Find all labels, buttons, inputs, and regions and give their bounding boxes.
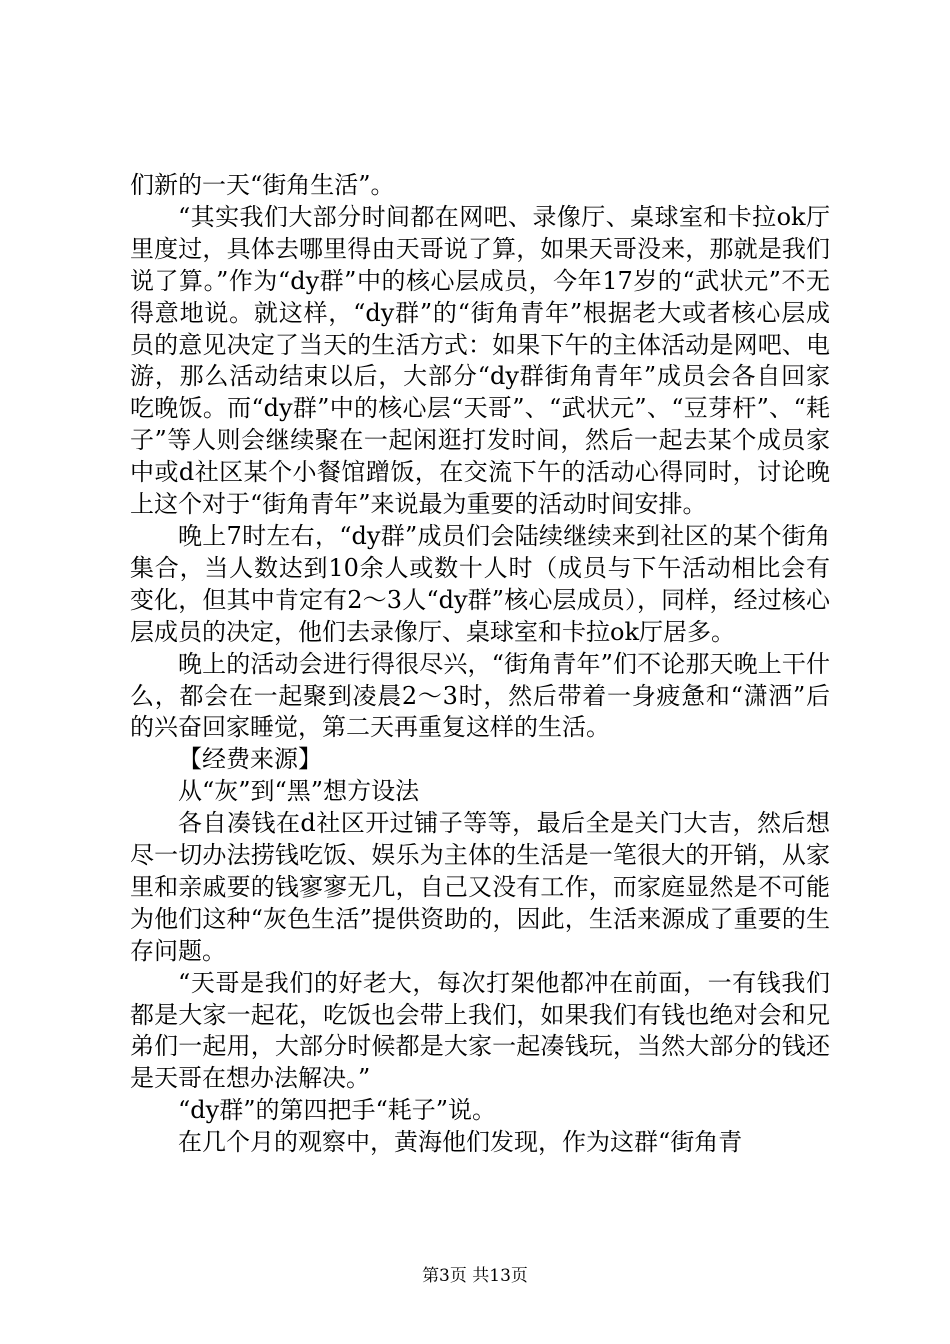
- page-footer: [0, 1266, 950, 1286]
- paragraph-4: 晚上的活动会进行得很尽兴，“街角青年”们不论那天晚上干什么，都会在一起聚到凌晨2～3时，然后带着一身疲惫和“潇洒”后的兴奋回家睡觉，第二天再重复这样的生活。: [130, 649, 830, 742]
- paragraph-1: 们新的一天“街角生活”。: [130, 171, 395, 199]
- paragraph-3: 晚上7时左右，“dy群”成员们会陆续继续来到社区的某个街角集合，当人数达到10余人或数十人时（成员与下午活动相比会有变化，但其中肯定有2～3人“dy群”核心层成员），同样，经过核心层成员的决定，他们去录像厅、桌球室和卡拉ok厅居多。: [130, 521, 830, 646]
- body-text: [130, 170, 830, 1159]
- page-number-label: 第3页 共13页: [422, 1266, 528, 1286]
- paragraph-2: “其实我们大部分时间都在网吧、录像厅、桌球室和卡拉ok厅里度过，具体去哪里得由天哥说了算，如果天哥没来，那就是我们说了算。”作为“dy群”中的核心层成员，今年17岁的“武状元”不无得意地说。就这样，“dy群”的“街角青年”根据老大或者核心层成员的意见决定了当天的生活方式：如果下午的主体活动是网吧、电游，那么活动结束以后，大部分“dy群街角青年”成员会各自回家吃晚饭。而“dy群”中的核心层“天哥”、“武状元”、“豆芽杆”、“耗子”等人则会继续聚在一起闲逛打发时间，然后一起去某个成员家中或d社区某个小餐馆蹭饭，在交流下午的活动心得同时，讨论晚上这个对于“街角青年”来说最为重要的活动时间安排。: [130, 202, 830, 519]
- paragraph-7: “dy群”的第四把手“耗子”说。: [178, 1096, 496, 1125]
- paragraph-8: 在几个月的观察中，黄海他们发现，作为这群“街角青: [178, 1128, 743, 1157]
- section-subheading: 从“灰”到“黑”想方设法: [178, 777, 420, 806]
- paragraph-6: “天哥是我们的好老大，每次打架他都冲在前面，一有钱我们都是大家一起花，吃饭也会带上我们，如果我们有钱也绝对会和兄弟们一起用，大部分时候都是大家一起凑钱玩，当然大部分的钱还是天哥在想办法解决。”: [130, 968, 830, 1093]
- section-heading: 【经费来源】: [178, 745, 322, 774]
- paragraph-5: 各自凑钱在d社区开过铺子等等，最后全是关门大吉，然后想尽一切办法捞钱吃饭、娱乐为主体的生活是一笔很大的开销，从家里和亲戚要的钱寥寥无几，自己又没有工作，而家庭显然是不可能为他们这种“灰色生活”提供资助的，因此，生活来源成了重要的生存问题。: [130, 809, 830, 965]
